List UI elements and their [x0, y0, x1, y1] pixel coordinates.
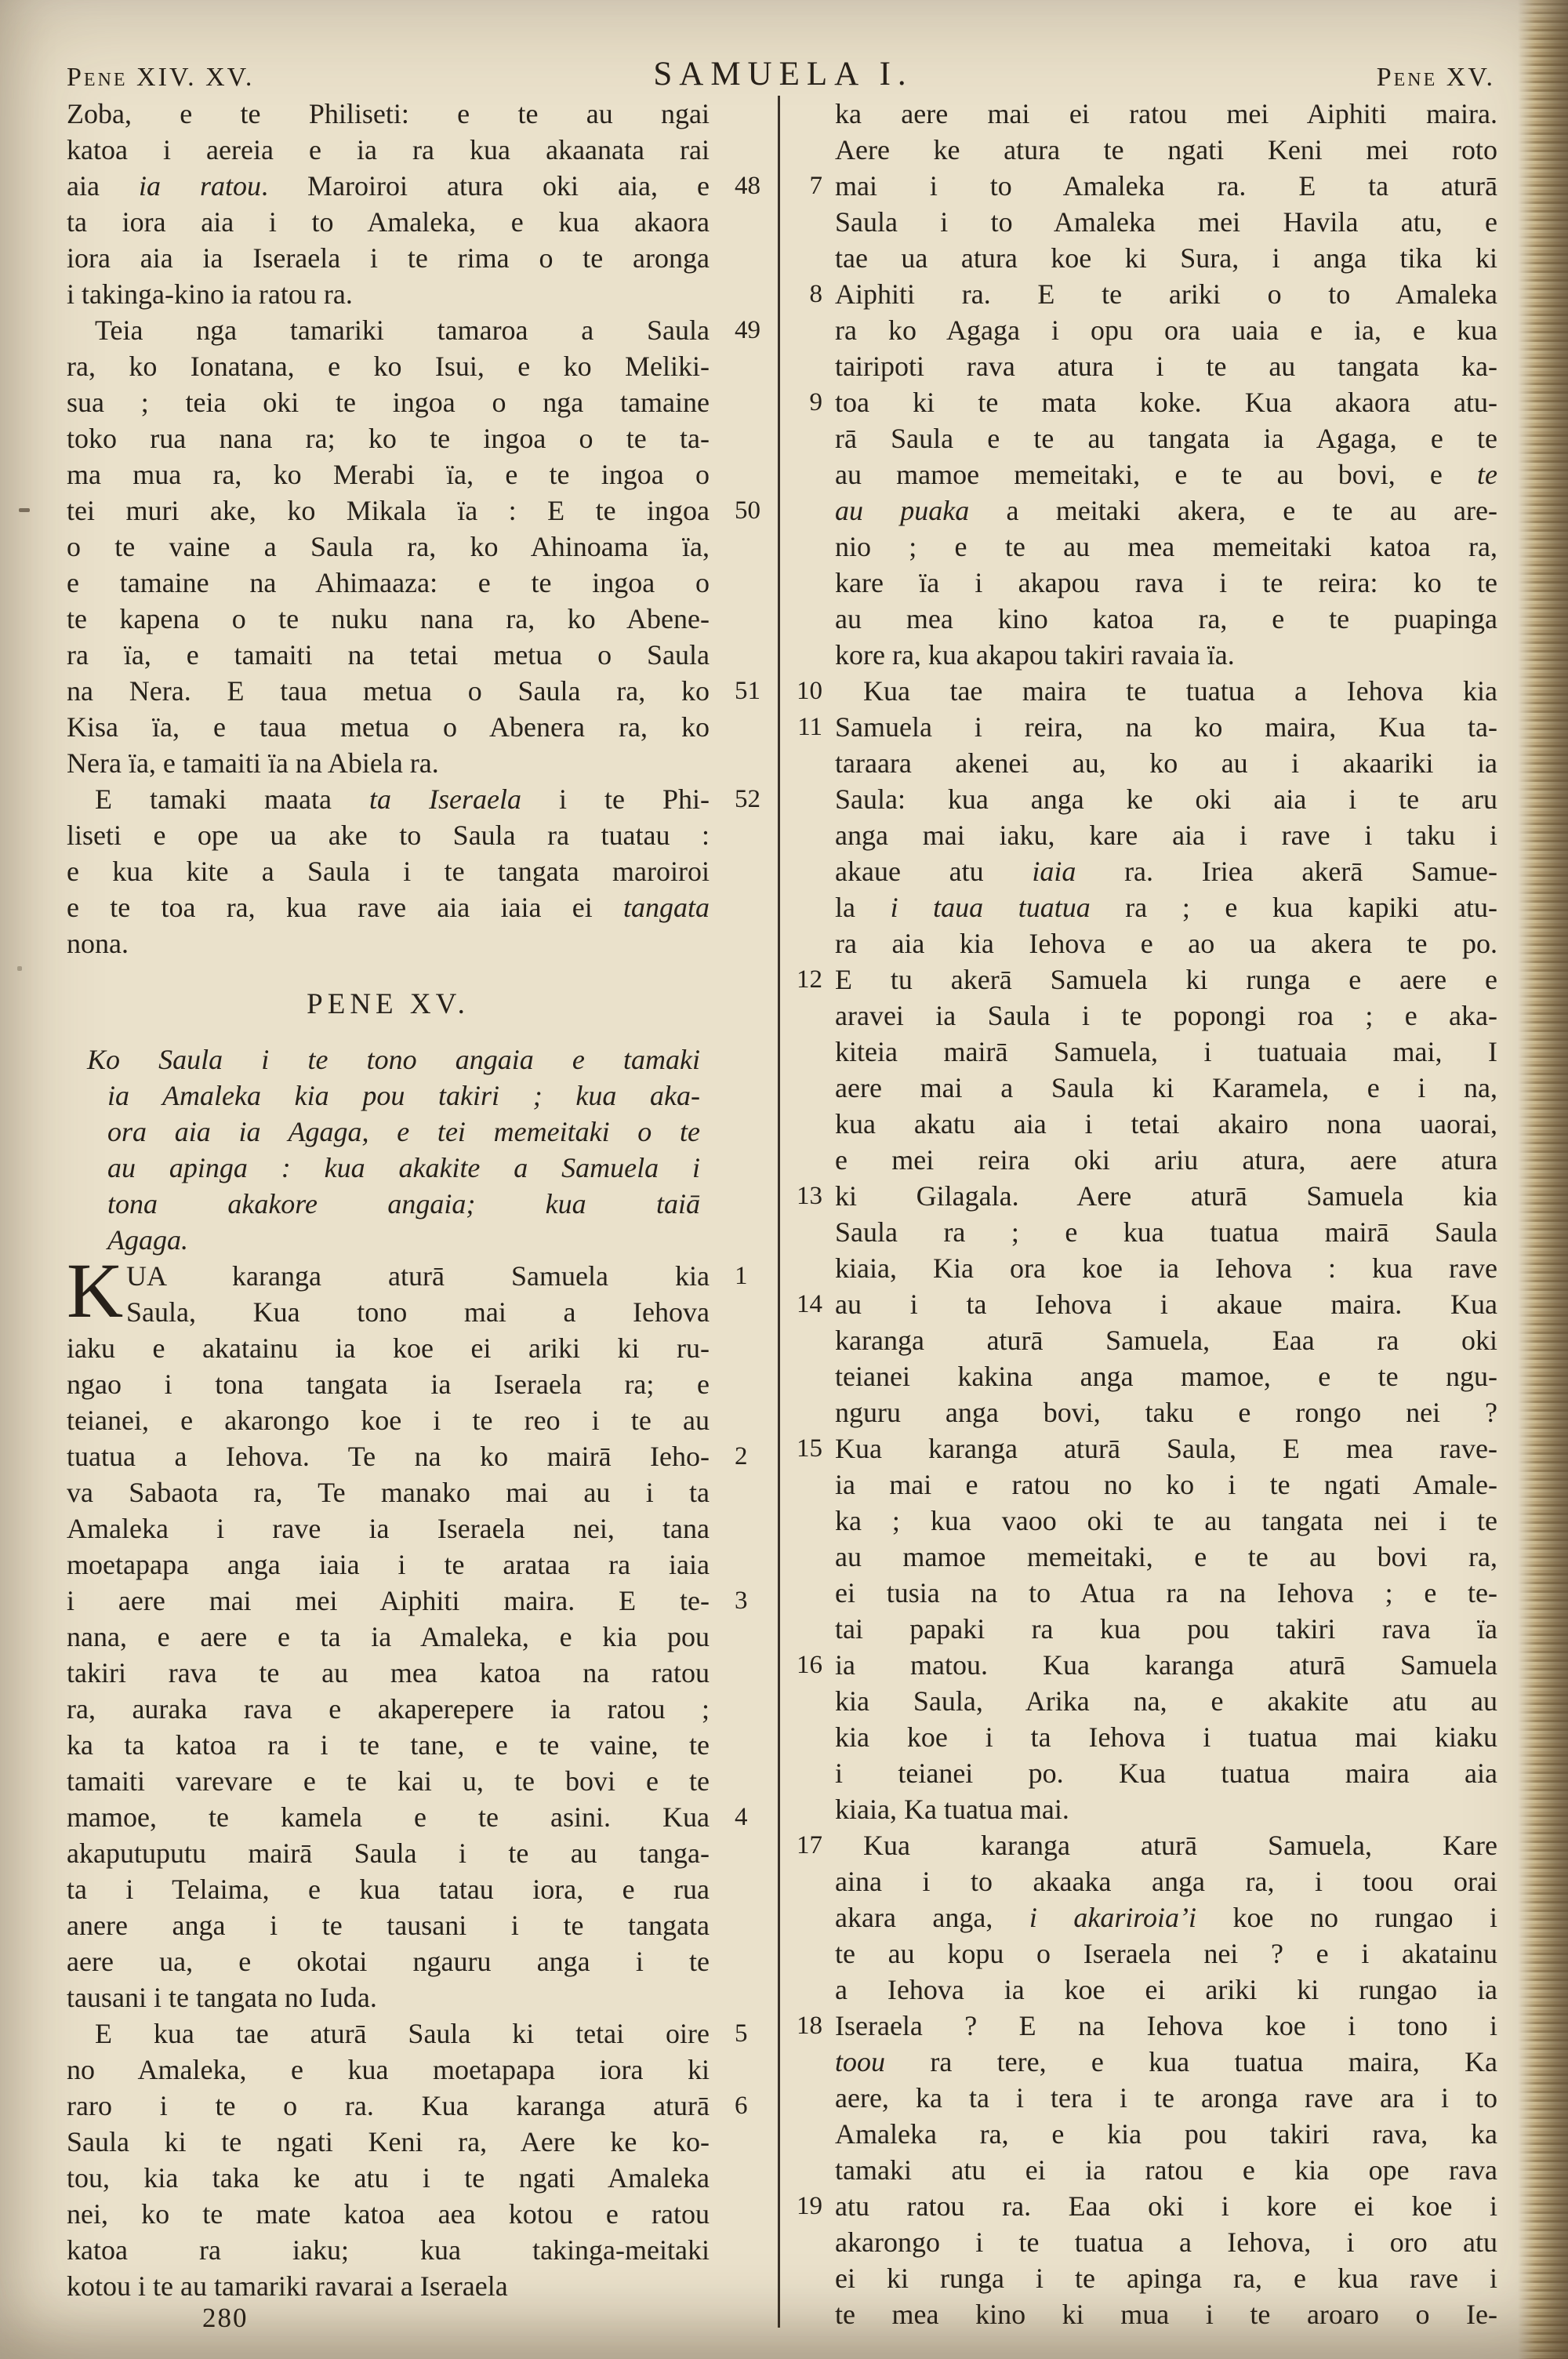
text-line: akaue atu iaia ra. Iriea akerā Samue-	[835, 856, 1497, 887]
text-line: nei, ko te mate katoa aea kotou e ratou	[67, 2198, 710, 2230]
text-line: Aere ke atura te ngati Keni mei roto	[835, 134, 1497, 165]
text-line: akara anga, i akariroia’i koe no rungao i	[835, 1902, 1497, 1933]
text-line: 8 Aiphiti ra. E te ariki o to Amaleka	[835, 276, 1497, 312]
text-line: Zoba, e te Philiseti: e te au ngai	[67, 98, 710, 129]
text-line: Saula, Kua tono mai a Iehova	[126, 1296, 710, 1328]
text-line: au mea kino katoa ra, e te puapinga	[835, 603, 1497, 634]
running-head-left: Pene XIV. XV.	[67, 63, 255, 92]
verse-number: 9	[809, 388, 822, 416]
text-line: nona.	[67, 928, 129, 959]
text-line: nio ; e te au mea memeitaki katoa ra,	[835, 531, 1497, 562]
text-line: au mamoe memeitaki, e te au bovi, e te	[835, 459, 1497, 490]
chapter-summary-line: Agaga.	[107, 1224, 188, 1256]
text-line: te au kopu o Iseraela nei ? e i akatainu	[835, 1938, 1497, 1969]
verse-number: 49	[735, 316, 760, 344]
text-line: toko rua nana ra; ko te ingoa o te ta-	[67, 423, 710, 454]
page-number: 280	[202, 2303, 249, 2333]
text-line: 10 Kua tae maira te tuatua a Iehova kia	[835, 673, 1497, 709]
text-line: 7 mai i to Amaleka ra. E ta aturā	[835, 168, 1497, 204]
text-line: kiaia, Ka tuatua mai.	[835, 1794, 1069, 1825]
text-line: aere, ka ta i tera i te aronga rave ara i to	[835, 2082, 1497, 2114]
verse-number: 50	[735, 496, 760, 525]
text-line: ra aia kia Iehova e ao ua akera te po.	[835, 928, 1497, 959]
text-line: Saula: kua anga ke oki aia i te aru	[835, 783, 1497, 815]
text-line: K 1 UA karanga aturā Samuela kia	[67, 1247, 748, 1334]
text-line: 49 Teia nga tamariki tamaroa a Saula	[67, 312, 710, 348]
text-line: 5 E kua tae aturā Saula ki tetai oire	[67, 2016, 710, 2052]
text-line: kiaia, Kia ora koe ia Iehova : kua rave	[835, 1252, 1497, 1284]
running-head-right: Pene XV.	[1376, 63, 1495, 92]
text-line: Kisa ïa, e taua metua o Abenera ra, ko	[67, 711, 710, 743]
text-line: 12 E tu akerā Samuela ki runga e aere e	[835, 961, 1497, 998]
verse-number: 16	[797, 1651, 822, 1679]
scan-speck	[17, 966, 22, 971]
text-line: taraara akenei au, ko au i akaariki ia	[835, 747, 1497, 779]
text-line: au puaka a meitaki akera, e te au are-	[835, 495, 1497, 526]
text-line: toou ra tere, e kua tuatua maira, Ka	[835, 2046, 1497, 2077]
text-line: aina i to akaaka anga ra, i toou orai	[835, 1866, 1497, 1897]
verse-number: 3	[735, 1587, 748, 1615]
text-line: teianei, e akarongo koe i te reo i te au	[67, 1405, 710, 1436]
text-line: e tamaine na Ahimaaza: e te ingoa o	[67, 567, 710, 598]
verse-number: 1	[735, 1262, 748, 1290]
chapter-summary-line: tona akakore angaia; kua taiā	[107, 1188, 700, 1219]
text-line: 2 tuatua a Iehova. Te na ko mairā Ieho-	[67, 1438, 710, 1474]
text-line: i teianei po. Kua tuatua maira aia	[835, 1757, 1497, 1789]
text-line: katoa i aereia e ia ra kua akaanata rai	[67, 134, 710, 165]
verse-number: 19	[797, 2192, 822, 2220]
text-line: aere ua, e okotai ngauru anga i te	[67, 1946, 710, 1977]
text-line: aravei ia Saula i te popongi roa ; e aka-	[835, 1000, 1497, 1031]
verse-number: 51	[735, 677, 760, 705]
text-line: Amaleka ra, e kia pou takiri rava, ka	[835, 2118, 1497, 2150]
page-edge-texture	[1518, 0, 1568, 2359]
text-line: ka aere mai ei ratou mei Aiphiti maira.	[835, 98, 1497, 129]
text-line: ta i Telaima, e kua tatau iora, e rua	[67, 1874, 710, 1905]
text-line: anere anga i te tausani i te tangata	[67, 1910, 710, 1941]
text-line: ei ki runga i te apinga ra, e kua rave i	[835, 2263, 1497, 2294]
text-line: va Sabaota ra, Te manako mai au i ta	[67, 1477, 710, 1508]
text-line: akaputuputu mairā Saula i te au tanga-	[67, 1837, 710, 1869]
text-line: 4 mamoe, te kamela e te asini. Kua	[67, 1799, 710, 1835]
text-line: 50 tei muri ake, ko Mikala ïa : E te ingoa	[67, 493, 710, 529]
text-line: rā Saula e te au tangata ia Agaga, e te	[835, 423, 1497, 454]
verse-number: 10	[797, 677, 822, 705]
text-line: kiteia mairā Samuela, i tuatuaia mai, I	[835, 1036, 1497, 1067]
column-divider	[778, 96, 780, 2328]
chapter-summary-line: ia Amaleka kia pou takiri ; kua aka-	[107, 1080, 700, 1111]
text-line: ra, ko Ionatana, e ko Isui, e ko Meliki-	[67, 351, 710, 382]
text-line: Saula i to Amaleka mei Havila atu, e	[835, 206, 1497, 238]
text-line: tai papaki ra kua pou takiri rava ïa	[835, 1613, 1497, 1645]
verse-number: 13	[797, 1182, 822, 1210]
text-line: Nera ïa, e tamaiti ïa na Abiela ra.	[67, 747, 439, 779]
text-line: ra ïa, e tamaiti na tetai metua o Saula	[67, 639, 710, 671]
text-line: tou, kia taka ke atu i te ngati Amaleka	[67, 2162, 710, 2194]
text-line: ia mai e ratou no ko i te ngati Amale-	[835, 1469, 1497, 1500]
verse-number: 48	[735, 172, 760, 200]
text-line: 14 au i ta Iehova i akaue maira. Kua	[835, 1286, 1497, 1322]
verse-number: 14	[797, 1290, 822, 1318]
text-line: 18 Iseraela ? E na Iehova koe i tono i	[835, 2008, 1497, 2044]
right-column	[797, 96, 1498, 2332]
text-line: 9 toa ki te mata koke. Kua akaora atu-	[835, 384, 1497, 420]
text-line: kua akatu aia i tetai akairo nona uaorai,	[835, 1108, 1497, 1140]
verse-number: 11	[797, 713, 822, 741]
text-line: teianei kakina anga mamoe, e te ngu-	[835, 1361, 1497, 1392]
text-line: e te toa ra, kua rave aia iaia ei tangata	[67, 892, 710, 923]
text-line: nguru anga bovi, taku e rongo nei ?	[835, 1397, 1497, 1428]
verse-number: 8	[809, 280, 822, 308]
text-line: la i taua tuatua ra ; e kua kapiki atu-	[835, 892, 1498, 923]
text-line: moetapapa anga iaia i te arataa ra iaia	[67, 1549, 710, 1580]
text-line: 3 i aere mai mei Aiphiti maira. E te-	[67, 1583, 710, 1619]
verse-number: 15	[797, 1434, 822, 1463]
verse-number: 17	[797, 1831, 822, 1859]
text-line: 16 ia matou. Kua karanga aturā Samuela	[835, 1647, 1497, 1683]
text-line: 51 na Nera. E taua metua o Saula ra, ko	[67, 673, 710, 709]
text-line: 15 Kua karanga aturā Saula, E mea rave-	[835, 1430, 1497, 1467]
text-line: kotou i te au tamariki ravarai a Iseraela	[67, 2270, 508, 2302]
text-line: iaku e akatainu ia koe ei ariki ki ru-	[67, 1332, 710, 1364]
text-line: a Iehova ia koe ei ariki ki rungao ia	[835, 1974, 1497, 2005]
left-column	[67, 96, 760, 2304]
text-line: ngao i tona tangata ia Iseraela ra; e	[67, 1369, 710, 1400]
verse-number: 4	[735, 1803, 748, 1831]
verse-number: 2	[735, 1442, 748, 1470]
text-line: te kapena o te nuku nana ra, ko Abene-	[67, 603, 710, 634]
verse-number: 6	[735, 2092, 748, 2120]
verse-number: 12	[797, 965, 822, 994]
text-line: kia Saula, Arika na, e akakite atu au	[835, 1685, 1497, 1717]
text-line: ra ko Agaga i opu ora uaia e ia, e kua	[835, 314, 1497, 346]
text-line: akarongo i te tuatua a Iehova, i oro atu	[835, 2226, 1497, 2258]
text-line: ra, auraka rava e akaperepere ia ratou ;	[67, 1693, 710, 1725]
text-line: 13 ki Gilagala. Aere aturā Samuela kia	[835, 1178, 1497, 1214]
text-line: e kua kite a Saula i te tangata maroiroi	[67, 856, 710, 887]
text-line: tamaiti varevare e te kai u, te bovi e te	[67, 1765, 710, 1797]
chapter-heading: PENE XV.	[307, 988, 470, 1020]
text-line: 17 Kua karanga aturā Samuela, Kare	[835, 1827, 1497, 1863]
text-line: sua ; teia oki te ingoa o nga tamaine	[67, 387, 710, 418]
text-line: kare ïa i akapou rava i te reira: ko te	[835, 567, 1497, 598]
text-line: 6 raro i te o ra. Kua karanga aturā	[67, 2088, 710, 2124]
text-line: e mei reira oki ariu atura, aere atura	[835, 1144, 1497, 1176]
text-line: takiri rava te au mea katoa na ratou	[67, 1657, 710, 1688]
verse-number: 18	[797, 2012, 822, 2040]
verse-number: 5	[735, 2019, 748, 2048]
text-line: liseti e ope ua ake to Saula ra tuatau :	[67, 820, 710, 851]
chapter-summary-line: Ko Saula i te tono angaia e tamaki	[87, 1044, 700, 1075]
text-line: 52 E tamaki maata ta Iseraela i te Phi-	[67, 781, 710, 817]
text-line: ka ; kua vaoo oki te au tangata nei i te	[835, 1505, 1497, 1536]
text-line: 48 aia ia ratou. Maroiroi atura oki aia, e	[67, 168, 710, 204]
text-line: ei tusia na to Atua ra na Iehova ; e te-	[835, 1577, 1497, 1608]
text-line: tairipoti rava atura i te au tangata ka-	[835, 351, 1497, 382]
chapter-summary-line: au apinga : kua akakite a Samuela i	[107, 1152, 700, 1183]
text-line: te mea kino ki mua i te aroaro o Ie-	[835, 2299, 1497, 2330]
text-line: 19 atu ratou ra. Eaa oki i kore ei koe i	[835, 2188, 1497, 2224]
scan-speck	[19, 508, 30, 512]
text-line: aere mai a Saula ki Karamela, e i na,	[835, 1072, 1497, 1103]
text-line: kia koe i ta Iehova i tuatua mai kiaku	[835, 1721, 1497, 1753]
text-line: Saula ki te ngati Keni ra, Aere ke ko-	[67, 2126, 710, 2157]
text-line: iora aia ia Iseraela i te rima o te aronga	[67, 242, 710, 274]
text-line: tae ua atura koe ki Sura, i anga tika ki	[835, 242, 1497, 274]
text-line: ma mua ra, ko Merabi ïa, e te ingoa o	[67, 459, 710, 490]
running-head	[67, 55, 1500, 96]
text-line: anga mai iaku, kare aia i rave i taku i	[835, 820, 1497, 851]
book-title: SAMUELA I.	[653, 56, 913, 93]
verse-number: 7	[809, 172, 822, 200]
text-line: Amaleka i rave ia Iseraela nei, tana	[67, 1513, 710, 1544]
text-line: tamaki atu ei ia ratou e kia ope rava	[835, 2154, 1497, 2186]
text-line: i takinga-kino ia ratou ra.	[67, 278, 353, 310]
text-line: 11 Samuela i reira, na ko maira, Kua ta-	[835, 709, 1497, 745]
text-line: tausani i te tangata no Iuda.	[67, 1982, 377, 2013]
text-line: karanga aturā Samuela, Eaa ra oki	[835, 1325, 1497, 1356]
text-line: kore ra, kua akapou takiri ravaia ïa.	[835, 639, 1235, 671]
text-line: katoa ra iaku; kua takinga-meitaki	[67, 2234, 710, 2266]
text-line: o te vaine a Saula ra, ko Ahinoama ïa,	[67, 531, 710, 562]
drop-cap: K	[67, 1247, 124, 1334]
text-line: ta iora aia i to Amaleka, e kua akaora	[67, 206, 710, 238]
text-line: no Amaleka, e kua moetapapa iora ki	[67, 2054, 710, 2085]
text-line: nana, e aere e ta ia Amaleka, e kia pou	[67, 1621, 710, 1652]
text-line: au mamoe memeitaki, e te au bovi ra,	[835, 1541, 1497, 1572]
text-line: Saula ra ; e kua tuatua mairā Saula	[835, 1216, 1497, 1248]
chapter-summary-line: ora aia ia Agaga, e tei memeitaki o te	[107, 1116, 700, 1147]
verse-number: 52	[735, 785, 760, 813]
text-line: ka ta katoa ra i te tane, e te vaine, te	[67, 1729, 710, 1761]
